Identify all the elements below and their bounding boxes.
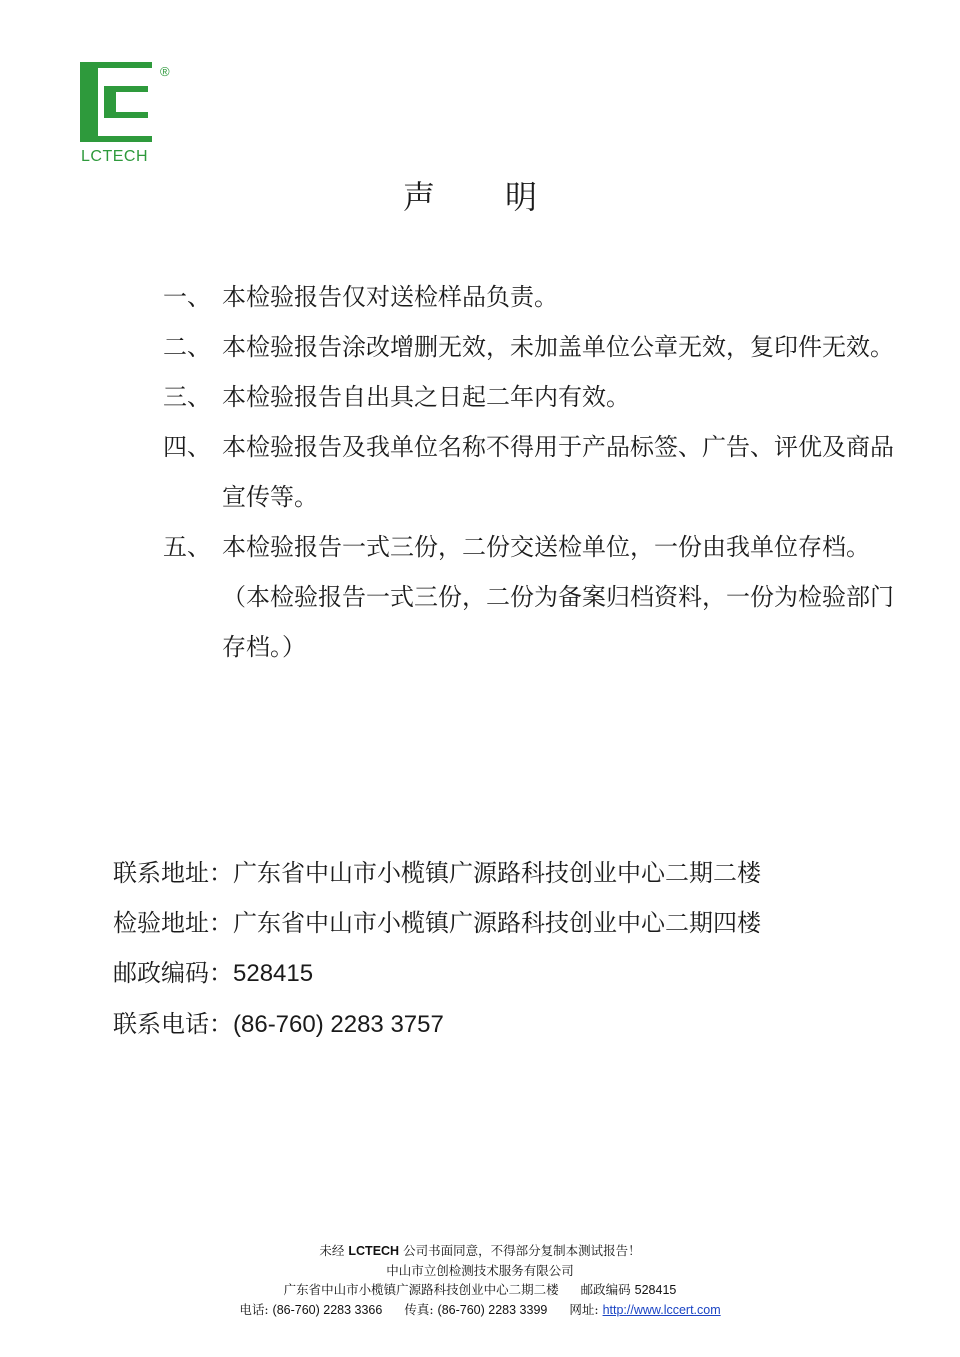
footer-address: 广东省中山市小榄镇广源路科技创业中心二期二楼 [283, 1282, 559, 1297]
footer-postcode-label: 邮政编码 [580, 1282, 631, 1297]
company-logo [80, 62, 176, 164]
clause-text: 本检验报告仅对送检样品负责。 [222, 283, 558, 311]
phone-value: (86-760) 2283 3757 [233, 1011, 444, 1038]
footer-postcode: 528415 [634, 1283, 677, 1297]
notice-brand: LCTECH [348, 1244, 400, 1258]
inspection-address-label: 检验地址： [113, 909, 233, 937]
logo-brand-text: LCTECH [81, 148, 149, 165]
page-footer [0, 1241, 960, 1320]
footer-website-link[interactable]: http://www.lccert.com [602, 1303, 721, 1317]
footer-contact-line [0, 1300, 960, 1320]
clause-number: 一、 [163, 283, 211, 311]
phone-row [113, 999, 913, 1050]
page-title: 声明 [402, 178, 607, 216]
clause-item [163, 522, 903, 672]
postcode-label: 邮政编码： [113, 959, 233, 987]
clause-item [163, 372, 903, 422]
clause-number: 四、 [163, 433, 211, 461]
declaration-clauses [163, 272, 903, 672]
clause-item [163, 272, 903, 322]
clause-text: 本检验报告涂改增删无效，未加盖单位公章无效，复印件无效。 [222, 333, 894, 361]
contact-address-row [113, 848, 913, 898]
footer-fax-label: 传真: [404, 1302, 434, 1317]
footer-tel-label: 电话: [239, 1302, 269, 1317]
postcode-row [113, 948, 913, 999]
footer-company-name: 中山市立创检测技术服务有限公司 [386, 1263, 574, 1278]
contact-address-value: 广东省中山市小榄镇广源路科技创业中心二期二楼 [233, 859, 761, 887]
registered-mark: ® [160, 64, 170, 79]
clause-text: 本检验报告自出具之日起二年内有效。 [222, 383, 630, 411]
contact-address-label: 联系地址： [113, 859, 233, 887]
inspection-address-value: 广东省中山市小榄镇广源路科技创业中心二期四楼 [233, 909, 761, 937]
clause-item [163, 322, 903, 372]
clause-number: 二、 [163, 333, 211, 361]
phone-label: 联系电话： [113, 1010, 233, 1038]
postcode-value: 528415 [233, 960, 314, 987]
footer-fax: (86-760) 2283 3399 [437, 1303, 548, 1317]
inspection-address-row [113, 898, 913, 948]
lctech-logo-icon [80, 62, 152, 142]
contact-info [113, 848, 913, 1050]
clause-item [163, 422, 903, 522]
footer-web-label: 网址: [569, 1302, 599, 1317]
footer-address-line [0, 1280, 960, 1300]
clause-number: 五、 [163, 533, 211, 561]
copyright-notice [0, 1241, 960, 1261]
clause-number: 三、 [163, 383, 211, 411]
notice-suffix: 公司书面同意，不得部分复制本测试报告！ [399, 1243, 641, 1258]
clause-text: 本检验报告一式三份，二份交送检单位，一份由我单位存档。（本检验报告一式三份，二份为备案归档资料，一份为检验部门存档。） [222, 533, 894, 661]
notice-prefix: 未经 [319, 1243, 349, 1258]
footer-tel: (86-760) 2283 3366 [272, 1303, 383, 1317]
clause-text: 本检验报告及我单位名称不得用于产品标签、广告、评优及商品宣传等。 [222, 433, 894, 511]
